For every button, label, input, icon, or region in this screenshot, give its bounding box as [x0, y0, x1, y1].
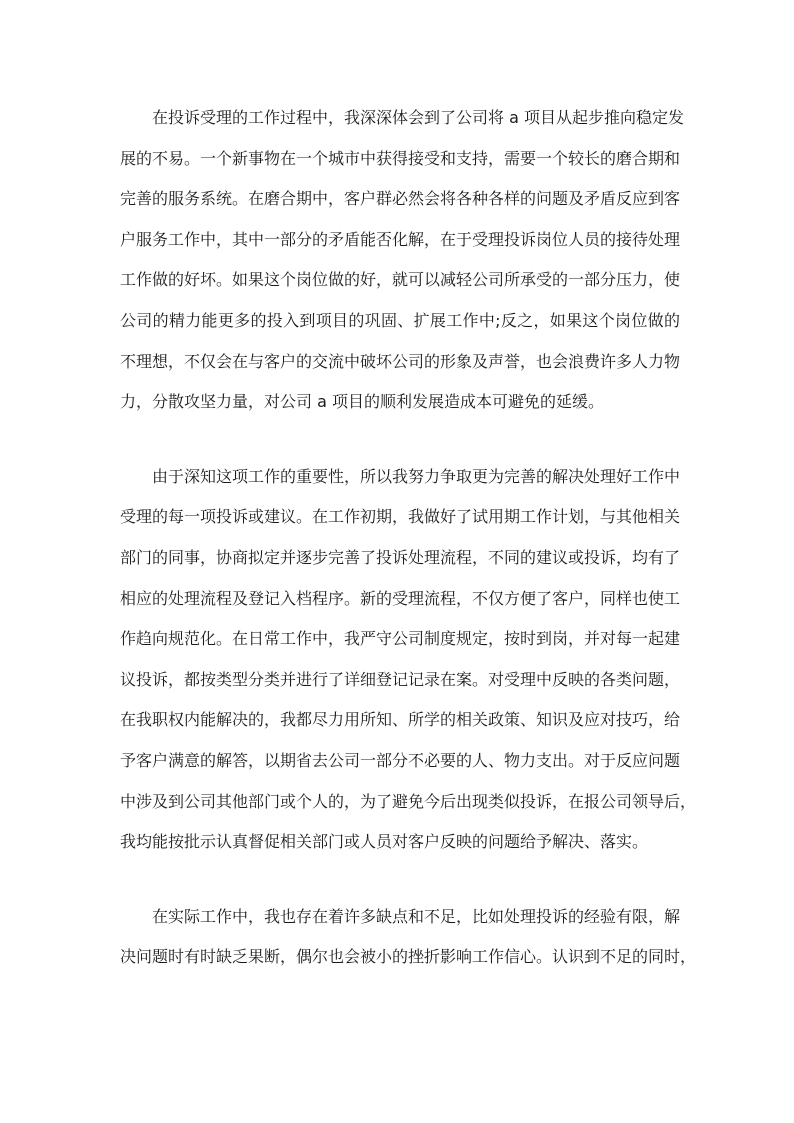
paragraph-line: 展的不易。一个新事物在一个城市中获得接受和支持，需要一个较长的磨合期和: [120, 148, 681, 168]
paragraph-line: 在我职权内能解决的，我都尽力用所知、所学的相关政策、知识及应对技巧，给: [120, 710, 681, 730]
paragraph-line: 中涉及到公司其他部门或个人的，为了避免今后出现类似投诉，在报公司领导后，: [120, 791, 697, 811]
paragraph-line: 公司的精力能更多的投入到项目的巩固、扩展工作中;反之，如果这个岗位做的: [120, 310, 680, 330]
paragraph-1: [120, 98, 684, 423]
paragraph-line: 在实际工作中，我也存在着许多缺点和不足，比如处理投诉的经验有限，解: [152, 906, 681, 926]
paragraph-3: [120, 897, 697, 978]
document-page: [120, 98, 697, 1012]
paragraph-line: 决问题时有时缺乏果断，偶尔也会被小的挫折影响工作信心。认识到不足的同时，: [120, 947, 697, 967]
paragraph-line: 不理想，不仅会在与客户的交流中破坏公司的形象及声誉，也会浪费许多人力物: [120, 351, 681, 371]
paragraph-line: 在投诉受理的工作过程中，我深深体会到了公司将 a 项目从起步推向稳定发: [152, 108, 684, 127]
paragraph-line: 受理的每一项投诉或建议。在工作初期，我做好了试用期工作计划，与其他相关: [120, 507, 681, 527]
paragraph-line: 工作做的好坏。如果这个岗位做的好，就可以减轻公司所承受的一部分压力，使: [120, 270, 681, 290]
paragraph-line: 作趋向规范化。在日常工作中，我严守公司制度规定，按时到岗，并对每一起建: [120, 629, 681, 649]
paragraph-line: 户服务工作中，其中一部分的矛盾能否化解，在于受理投诉岗位人员的接待处理: [120, 229, 681, 249]
paragraph-line: 我均能按批示认真督促相关部门或人员对客户反映的问题给予解决、落实。: [120, 832, 649, 852]
paragraph-line: 议投诉，都按类型分类并进行了详细登记记录在案。对受理中反映的各类问题，: [120, 669, 681, 689]
paragraph-2: [120, 457, 697, 863]
paragraph-line: 完善的服务系统。在磨合期中，客户群必然会将各种各样的问题及矛盾反应到客: [120, 189, 681, 209]
paragraph-line: 力，分散攻坚力量，对公司 a 项目的顺利发展造成本可避免的延缓。: [120, 392, 604, 412]
paragraph-line: 相应的处理流程及登记入档程序。新的受理流程，不仅方便了客户，同样也使工: [120, 588, 681, 608]
paragraph-line: 予客户满意的解答，以期省去公司一部分不必要的人、物力支出。对于反应问题: [120, 750, 681, 770]
paragraph-line: 部门的同事，协商拟定并逐步完善了投诉处理流程，不同的建议或投诉，均有了: [120, 547, 681, 567]
paragraph-line: 由于深知这项工作的重要性，所以我努力争取更为完善的解决处理好工作中: [152, 466, 681, 486]
